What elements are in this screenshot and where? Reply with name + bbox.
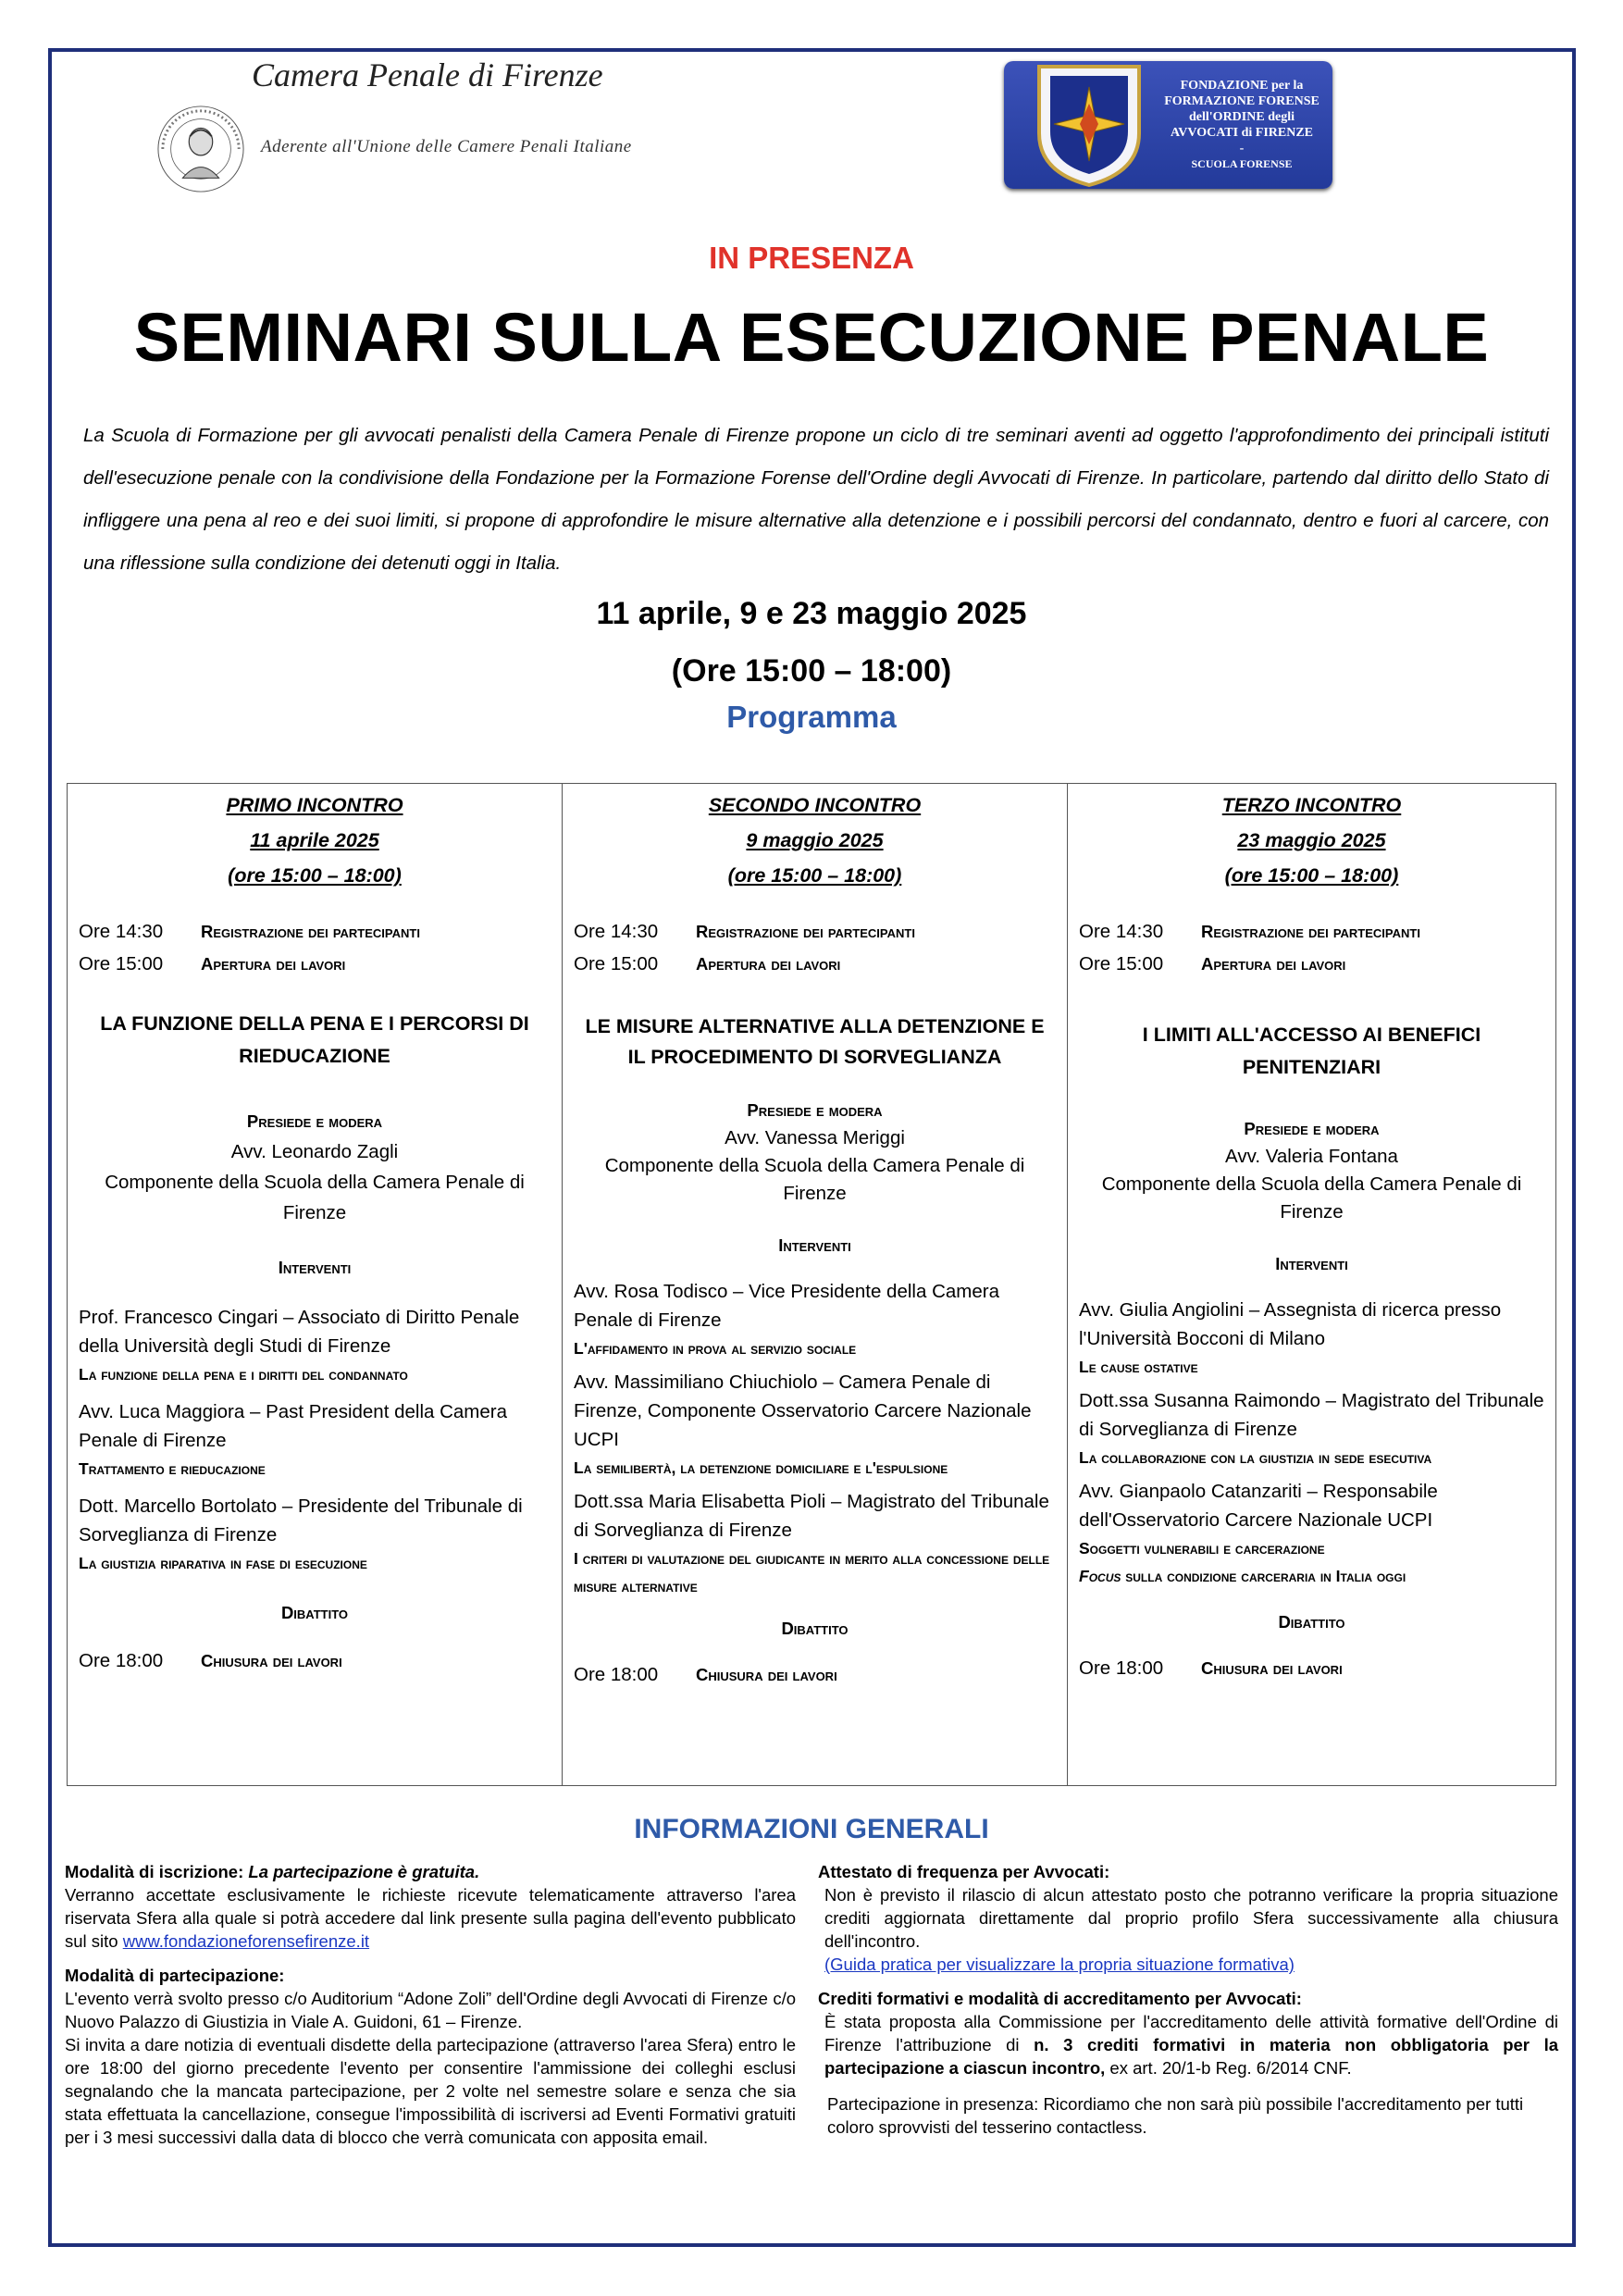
fondazione-line: dell'ORDINE degli (1189, 110, 1295, 124)
iscrizione-label: Modalità di iscrizione: (65, 1862, 249, 1881)
schedule-time: Ore 18:00 (574, 1664, 659, 1685)
schedule-activity: Chiusura dei lavori (1201, 1658, 1343, 1678)
schedule-time: Ore 15:00 (1079, 953, 1164, 974)
crediti-text (818, 2010, 1558, 2079)
crediti-body-1: È stata proposta alla Commissione per l'accreditamento delle attività formative dell'Ordine di Firenze l'attribuzione di (824, 2012, 1558, 2054)
focus-word: Focus (1079, 1567, 1121, 1585)
speaker: Dott.ssa Maria Elisabetta Pioli – Magistrato del Tribunale di Sorveglianza di Firenze (574, 1491, 1049, 1541)
speaker: Avv. Giulia Angiolini – Assegnista di ricerca presso l'Università Bocconi di Milano (1079, 1299, 1502, 1349)
page-title: SEMINARI SULLA ESECUZIONE PENALE (133, 299, 1490, 376)
schedule-activity: Registrazione dei partecipanti (1201, 922, 1420, 941)
schedule-row (574, 915, 1056, 948)
fondazione-logo (1004, 61, 1332, 189)
dibattito-label: Dibattito (1278, 1612, 1345, 1632)
session-column-2 (562, 784, 1067, 1785)
attestato-text: Non è previsto il rilascio di alcun attestato posto che potranno verificare la propria situazione crediti aggiornata direttamente dal proprio profilo Sfera successivamente alla chiusura dell'incontro. (824, 1885, 1558, 1951)
speaker: Avv. Luca Maggiora – Past President della Camera Penale di Firenze (79, 1401, 508, 1451)
crediti-label: Crediti formativi e modalità di accreditamento per Avvocati: (818, 1989, 1302, 2008)
speaker: Prof. Francesco Cingari – Associato di Diritto Penale della Università degli Studi di Firenze (79, 1307, 520, 1357)
session-name: TERZO INCONTRO (1221, 794, 1402, 816)
fondazione-text (1163, 78, 1320, 172)
schedule-time: Ore 14:30 (79, 921, 164, 942)
iscrizione-body: Verranno accettate esclusivamente le richieste ricevute telematicamente attraverso l'area riservata Sfera alla quale si potrà accedere dal link presente sulla pagina dell'evento pubblicato sul sito (65, 1885, 796, 1951)
schedule-time: Ore 15:00 (574, 953, 659, 974)
session-name: PRIMO INCONTRO (226, 794, 403, 816)
iscrizione-text (65, 1883, 796, 1953)
chair-role: Componente della Scuola della Camera Penale di Firenze (604, 1155, 1025, 1204)
speaker-talk-title-2 (1079, 1562, 1544, 1590)
speaker-talk-title: Trattamento e rieducazione (79, 1459, 266, 1478)
fondazione-school: SCUOLA FORENSE (1191, 157, 1293, 170)
speaker: Avv. Gianpaolo Catanzariti – Responsabile dell'Osservatorio Carcere Nazionale UCPI (1079, 1481, 1438, 1531)
fondazione-website-link[interactable]: www.fondazioneforensefirenze.it (122, 1931, 370, 1951)
fondazione-line: AVVOCATI di FIRENZE (1170, 126, 1313, 140)
schedule-time: Ore 18:00 (79, 1650, 164, 1671)
session-date: 9 maggio 2025 (746, 829, 884, 851)
event-hours: (Ore 15:00 – 18:00) (671, 653, 952, 689)
camera-penale-subtitle: Aderente all'Unione delle Camere Penali Italiane (261, 137, 632, 156)
speaker-talk-title: Le cause ostative (1079, 1358, 1198, 1376)
schedule-activity: Apertura dei lavori (201, 954, 346, 974)
session-column-3 (1067, 784, 1555, 1785)
session-hours: (ore 15:00 – 18:00) (1224, 864, 1399, 887)
schedule-activity: Apertura dei lavori (1201, 954, 1346, 974)
program-table (67, 783, 1556, 1786)
speaker-talk-title: La giustizia riparativa in fase di esecuzione (79, 1554, 367, 1572)
schedule-time: Ore 15:00 (79, 953, 164, 974)
presiede-label: Presiede e modera (1244, 1119, 1380, 1138)
session-date: 11 aprile 2025 (250, 829, 379, 851)
schedule-row (1079, 1652, 1544, 1684)
camera-penale-seal-icon (155, 104, 246, 194)
dibattito-label: Dibattito (781, 1619, 849, 1638)
attestato-label: Attestato di frequenza per Avvocati: (818, 1862, 1110, 1881)
schedule-row (79, 948, 551, 980)
speaker-talk-title: La semilibertà, la detenzione domiciliare e l'espulsione (574, 1458, 948, 1477)
session-column-1 (68, 784, 562, 1785)
schedule-activity: Chiusura dei lavori (696, 1665, 837, 1684)
info-left-column (65, 1860, 796, 2149)
speaker-talk-title: Soggetti vulnerabili e carcerazione (1079, 1539, 1325, 1558)
session-hours: (ore 15:00 – 18:00) (727, 864, 902, 887)
fondazione-line: FORMAZIONE FORENSE (1164, 94, 1319, 108)
schedule-activity: Registrazione dei partecipanti (696, 922, 915, 941)
speaker: Dott. Marcello Bortolato – Presidente del Tribunale di Sorveglianza di Firenze (79, 1496, 523, 1545)
session-name: SECONDO INCONTRO (708, 794, 922, 816)
schedule-activity: Apertura dei lavori (696, 954, 841, 974)
schedule-row (1079, 948, 1544, 980)
intro-paragraph: La Scuola di Formazione per gli avvocati penalisti della Camera Penale di Firenze propone un ciclo di tre seminari aventi ad oggetto l'approfondimento dei principali istituti dell'esecuzione penale con la condivisione della Fondazione per la Formazione Forense dell'Ordine degli Avvocati di Firenze. In particolare, partendo dal diritto dello Stato di infliggere una pena al reo e dei suoi limiti, si propone di approfondire le misure alternative alla detenzione e i possibili percorsi del condannato, dentro e fuori al carcere, con una riflessione sulla condizione dei detenuti oggi in Italia. (83, 425, 1549, 574)
schedule-row (1079, 915, 1544, 948)
session-date: 23 maggio 2025 (1237, 829, 1386, 851)
info-heading: INFORMAZIONI GENERALI (634, 1814, 989, 1844)
info-right-column (818, 1860, 1558, 2139)
schedule-activity: Registrazione dei partecipanti (201, 922, 420, 941)
focus-rest: sulla condizione carceraria in Italia oggi (1121, 1567, 1406, 1585)
camera-penale-title: Camera Penale di Firenze (252, 56, 603, 93)
guida-pratica-link[interactable]: (Guida pratica per visualizzare la propria situazione formativa) (824, 1955, 1295, 1974)
event-dates: 11 aprile, 9 e 23 maggio 2025 (596, 596, 1027, 631)
crediti-bold: n. 3 crediti formativi in materia non obbligatoria per la partecipazione a ciascun incontro, (824, 2035, 1558, 2078)
schedule-row (79, 915, 551, 948)
schedule-row (574, 948, 1056, 980)
schedule-row (79, 1644, 551, 1677)
interventi-label: Interventi (778, 1235, 851, 1255)
schedule-time: Ore 18:00 (1079, 1657, 1164, 1679)
iscrizione-free: La partecipazione è gratuita. (248, 1862, 480, 1881)
speaker: Dott.ssa Susanna Raimondo – Magistrato del Tribunale di Sorveglianza di Firenze (1079, 1390, 1544, 1440)
in-presenza-tag: IN PRESENZA (709, 241, 914, 275)
disdetta-text: Si invita a dare notizia di eventuali disdette della partecipazione (attraverso l'area Sfera) entro le ore 18:00 del giorno precedente l'evento per consentire l'ammissione dei colleghi esclusi segnalando che la mancata partecipazione, per 2 volte nel semestre solare e senza che sia stata effettuata la cancellazione, consegue l'impossibilità di iscriversi ad Eventi Formativi gratuiti per i 3 mesi successivi dalla data di blocco che verrà comunicata con apposita email. (65, 2035, 796, 2147)
schedule-time: Ore 14:30 (574, 921, 659, 942)
presenza-text: Partecipazione in presenza: Ricordiamo che non sarà più possibile l'accreditamento per tutti coloro sprovvisti del tesserino contactless. (827, 2094, 1524, 2137)
interventi-label: Interventi (1275, 1254, 1348, 1273)
iscrizione-heading (65, 1860, 796, 1883)
crediti-body-2: ex art. 20/1-b Reg. 6/2014 CNF. (1105, 2058, 1352, 2078)
chair-role: Componente della Scuola della Camera Penale di Firenze (105, 1172, 525, 1223)
speaker: Avv. Rosa Todisco – Vice Presidente della Camera Penale di Firenze (574, 1281, 999, 1331)
presiede-label: Presiede e modera (747, 1100, 883, 1120)
chair-name: Avv. Valeria Fontana (1225, 1146, 1398, 1167)
interventi-label: Interventi (278, 1258, 352, 1277)
chair-name: Avv. Vanessa Meriggi (725, 1127, 905, 1148)
session-topic: I LIMITI ALL'ACCESSO AI BENEFICI PENITENZIARI (1142, 1024, 1481, 1078)
schedule-time: Ore 14:30 (1079, 921, 1164, 942)
speaker-talk-title: La collaborazione con la giustizia in sede esecutiva (1079, 1448, 1432, 1467)
chair-role: Componente della Scuola della Camera Penale di Firenze (1101, 1173, 1522, 1222)
programma-heading: Programma (726, 700, 897, 734)
schedule-row (574, 1658, 1056, 1691)
partecipazione-label: Modalità di partecipazione: (65, 1966, 285, 1985)
presiede-label: Presiede e modera (246, 1111, 383, 1131)
fondazione-line: FONDAZIONE per la (1180, 79, 1304, 93)
session-topic: LE MISURE ALTERNATIVE ALLA DETENZIONE E IL PROCEDIMENTO DI SORVEGLIANZA (585, 1015, 1045, 1068)
speaker: Avv. Massimiliano Chiuchiolo – Camera Penale di Firenze, Componente Osservatorio Carcere Nazionale UCPI (574, 1371, 1032, 1450)
speaker-talk-title: L'affidamento in prova al servizio sociale (574, 1339, 857, 1358)
fondazione-line: - (1239, 142, 1245, 155)
partecipazione-text: L'evento verrà svolto presso c/o Auditorium “Adone Zoli” dell'Ordine degli Avvocati di Firenze c/o Nuovo Palazzo di Giustizia in Viale A. Guidoni, 61 – Firenze. (65, 1989, 796, 2031)
dibattito-label: Dibattito (280, 1603, 349, 1622)
compass-star-shield-icon (1030, 59, 1148, 189)
session-hours: (ore 15:00 – 18:00) (228, 864, 402, 887)
chair-name: Avv. Leonardo Zagli (230, 1141, 399, 1162)
schedule-activity: Chiusura dei lavori (201, 1651, 342, 1670)
speaker-talk-title: La funzione della pena e i diritti del condannato (79, 1365, 408, 1384)
session-topic: LA FUNZIONE DELLA PENA E I PERCORSI DI RIEDUCAZIONE (100, 1012, 529, 1067)
speaker-talk-title: I criteri di valutazione del giudicante in merito alla concessione delle misure alternative (574, 1549, 1050, 1595)
